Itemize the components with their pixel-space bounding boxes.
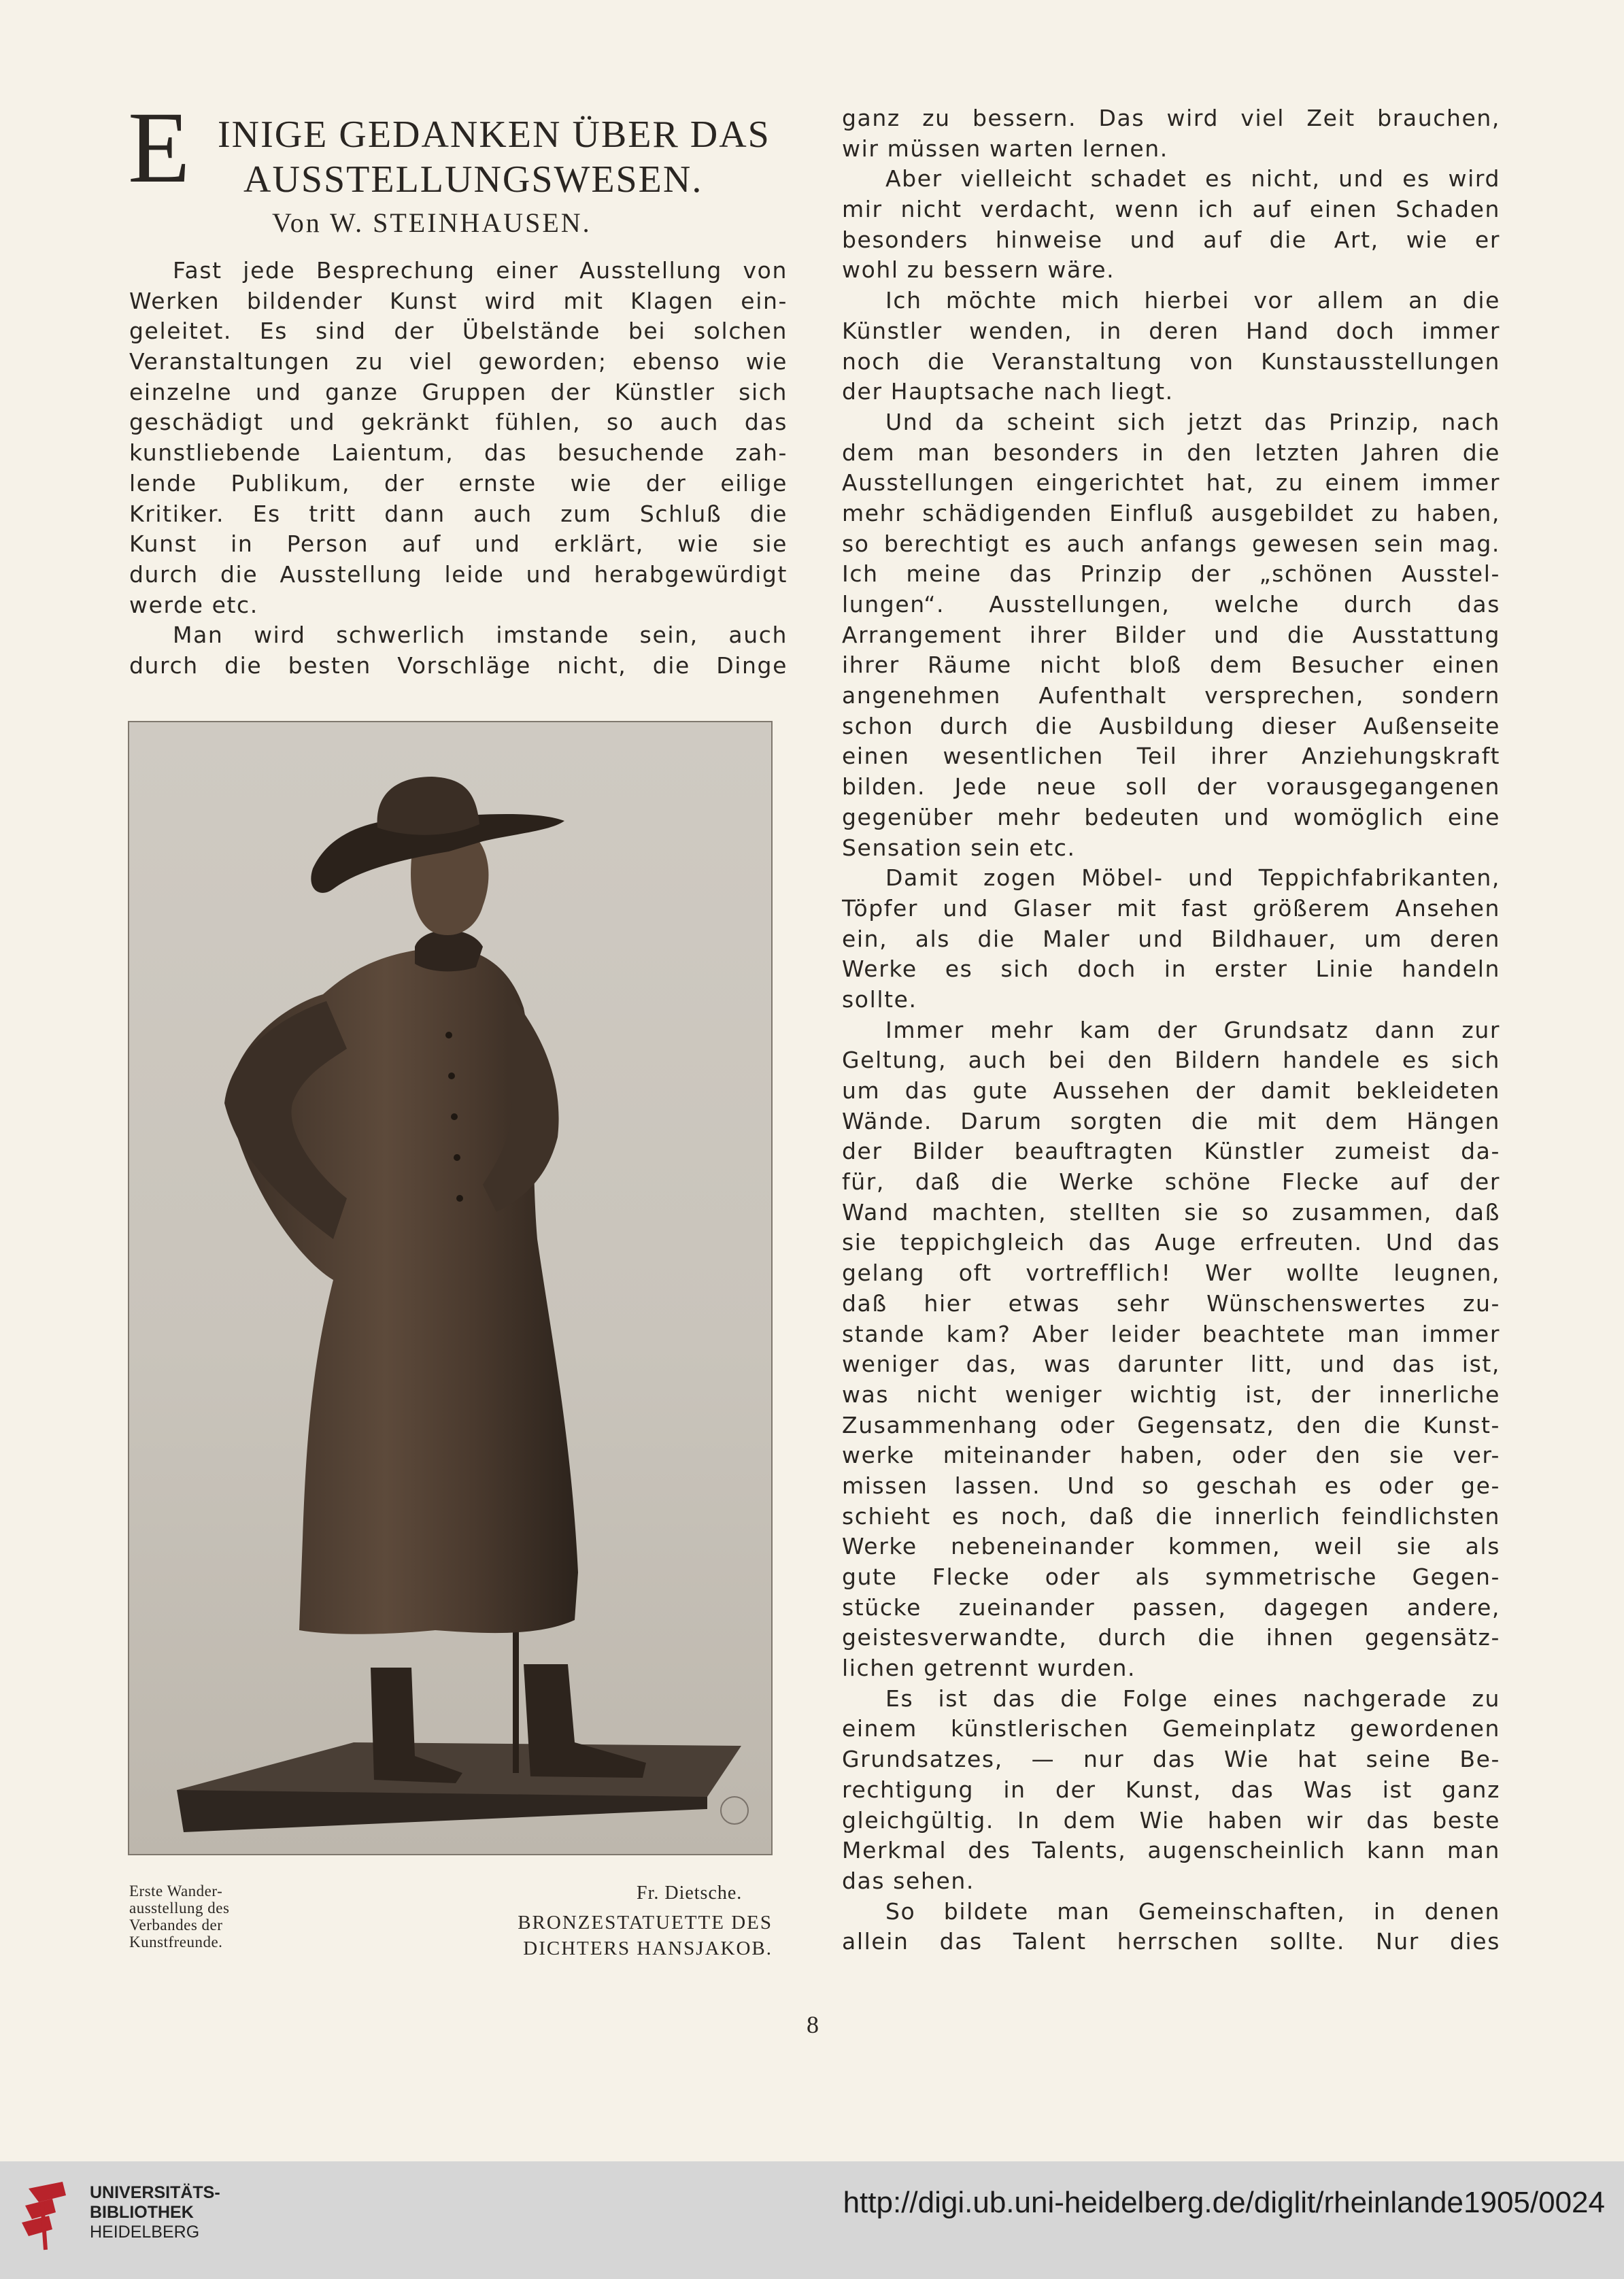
text-line: ganz zu bessern. Das wird viel Zeit brauchen, (842, 105, 1500, 131)
title-line: DICHTERS HANSJAKOB. (523, 1938, 773, 1959)
text-line: noch die Veranstaltung von Kunstausstellungen (842, 348, 1500, 375)
library-logo-icon (15, 2175, 83, 2257)
text-line: um das gute Aussehen der damit bekleideten (842, 1077, 1500, 1104)
text-line: für, daß die Werke schöne Flecke auf der (842, 1168, 1500, 1196)
text-line: Werken bildender Kunst wird mit Klagen ein- (129, 287, 788, 314)
text-line: so berechtigt es auch anfangs gewesen sein mag. (842, 530, 1500, 557)
text-line: Es ist das die Folge eines nachgerade zu (885, 1685, 1500, 1712)
text-line: durch die Ausstellung leide und herabgewürdigt (129, 560, 788, 588)
text-line: wir müssen warten lernen. (842, 135, 1168, 162)
figure-title (456, 1910, 773, 1961)
text-line: dem man besonders in den letzten Jahren die (842, 439, 1500, 466)
text-line: Kunst in Person auf und erklärt, wie sie (129, 530, 788, 558)
text-line: werke miteinander haben, oder den sie ver- (842, 1442, 1500, 1469)
text-line: wohl zu bessern wäre. (842, 256, 1115, 284)
text-line: Grundsatzes, — nur das Wie hat seine Be- (842, 1746, 1500, 1773)
text-line: Ausstellungen eingerichtet hat, zu einem immer (842, 469, 1500, 496)
text-line: Ich möchte mich hierbei vor allem an die (885, 287, 1500, 314)
text-line: besonders hinweise und auf die Art, wie er (842, 226, 1500, 253)
statue-illustration (129, 722, 771, 1854)
library-name-line: HEIDELBERG (90, 2223, 200, 2242)
headline-line-1: INIGE GEDANKEN ÜBER DAS (218, 114, 771, 156)
text-line: der Hauptsache nach liegt. (842, 378, 1174, 405)
exhibition-caption (129, 1883, 229, 1951)
text-line: Töpfer und Glaser mit fast größerem Ansehen (842, 894, 1500, 922)
text-line: mir nicht verdacht, wenn ich auf einen Schaden (842, 196, 1500, 223)
title-line: BRONZESTATUETTE DES (518, 1912, 773, 1934)
text-line: angenehmen Aufenthalt versprechen, sondern (842, 682, 1500, 709)
text-line: Damit zogen Möbel- und Teppichfabrikanten, (885, 864, 1500, 892)
text-line: kunstliebende Laientum, das besuchende zah- (129, 439, 788, 467)
text-line: sollte. (842, 985, 917, 1013)
caption-line: Erste Wander- (129, 1883, 223, 1900)
text-line: das sehen. (842, 1867, 975, 1894)
text-line: mehr schädigenden Einfluß ausgebildet zu haben, (842, 499, 1500, 526)
text-line: gleichgültig. In dem Wie haben wir das beste (842, 1806, 1500, 1834)
text-line: geschädigt und gekränkt fühlen, so auch das (129, 409, 788, 436)
text-line: Wände. Darum sorgten die mit dem Hängen (842, 1107, 1500, 1134)
text-line: Geltung, auch bei den Bildern handele es sich (842, 1047, 1500, 1074)
page-number: 8 (807, 2011, 819, 2038)
statue-photograph (128, 721, 773, 1855)
library-footer (0, 2161, 1624, 2279)
text-line: lende Publikum, der ernste wie der eilige (129, 469, 788, 496)
text-line: Arrangement ihrer Bilder und die Ausstattung (842, 621, 1500, 648)
byline: Von W. STEINHAUSEN. (272, 207, 592, 238)
text-line: einzelne und ganze Gruppen der Künstler sich (129, 378, 788, 405)
library-name (90, 2183, 220, 2242)
library-name-line: BIBLIOTHEK (90, 2203, 194, 2222)
text-line: ein, als die Maler und Bildhauer, um deren (842, 925, 1500, 952)
caption-line: Verbandes der (129, 1917, 223, 1934)
text-line: der Bilder beauftragten Künstler zumeist da- (842, 1138, 1500, 1165)
text-line: was nicht weniger wichtig ist, der innerliche (842, 1381, 1500, 1408)
caption-line: ausstellung des (129, 1900, 230, 1917)
text-line: Fast jede Besprechung einer Ausstellung von (173, 257, 788, 284)
source-url[interactable]: http://digi.ub.uni-heidelberg.de/diglit/rheinlande1905/0024 (843, 2186, 1605, 2219)
text-line: einem künstlerischen Gemeinplatz gewordenen (842, 1715, 1500, 1742)
artist-credit: Fr. Dietsche. (637, 1883, 743, 1904)
right-text-column (842, 103, 1500, 1957)
text-line: gute Flecke oder als symmetrische Gegen- (842, 1564, 1500, 1590)
text-line: ihrer Räume nicht bloß dem Besucher einen (842, 652, 1500, 679)
caption-line: Kunstfreunde. (129, 1934, 223, 1951)
text-line: gelang oft vortrefflich! Wer wollte leugnen, (842, 1260, 1500, 1287)
text-line: stücke zueinander passen, dagegen andere, (842, 1593, 1500, 1621)
drop-cap: E (128, 91, 190, 204)
text-line: Werke es sich doch in erster Linie handeln (842, 956, 1500, 983)
text-line: Immer mehr kam der Grundsatz dann zur (885, 1016, 1500, 1043)
text-line: geleitet. Es sind der Übelstände bei solchen (129, 318, 788, 345)
text-line: weniger das, was darunter litt, und das ist, (842, 1351, 1500, 1378)
text-line: allein das Talent herrschen sollte. Nur dies (842, 1928, 1500, 1955)
text-line: gegenüber mehr bedeuten und womöglich eine (842, 803, 1500, 830)
article-headline (128, 91, 781, 204)
text-line: einen wesentlichen Teil ihrer Anziehungskraft (842, 743, 1500, 770)
text-line: Ich meine das Prinzip der „schönen Ausstel- (842, 560, 1500, 588)
text-line: geistesverwandte, durch die ihnen gegensätz- (842, 1624, 1500, 1651)
text-line: Künstler wenden, in deren Hand doch immer (842, 317, 1500, 344)
text-line: lichen getrennt wurden. (842, 1655, 1136, 1682)
text-line: rechtigung in der Kunst, das Was ist ganz (842, 1776, 1500, 1803)
text-line: lungen“. Ausstellungen, welche durch das (842, 591, 1500, 618)
text-line: Wand machten, stellten sie so zusammen, daß (842, 1198, 1500, 1226)
text-line: So bildete man Gemeinschaften, in denen (885, 1897, 1500, 1925)
text-line: Sensation sein etc. (842, 834, 1076, 861)
text-line: Kritiker. Es tritt dann auch zum Schluß die (129, 500, 788, 527)
text-line: daß hier etwas sehr Wünschenswertes zu- (842, 1289, 1500, 1317)
library-name-line: UNIVERSITÄTS- (90, 2183, 220, 2202)
text-line: Man wird schwerlich imstande sein, auch (173, 622, 788, 649)
text-line: Aber vielleicht schadet es nicht, und es wird (885, 165, 1500, 192)
text-line: sie teppichgleich das Auge erfreuten. Und das (842, 1229, 1500, 1256)
text-line: Zusammenhang oder Gegensatz, den die Kunst- (842, 1411, 1500, 1438)
text-line: durch die besten Vorschläge nicht, die Dinge (129, 652, 788, 679)
text-line: missen lassen. Und so geschah es oder ge- (842, 1472, 1500, 1499)
text-line: schon durch die Ausbildung dieser Außenseite (842, 712, 1500, 739)
text-line: stande kam? Aber leider beachtete man immer (842, 1320, 1500, 1347)
text-line: werde etc. (129, 591, 258, 618)
text-line: Veranstaltungen zu viel geworden; ebenso wie (129, 348, 788, 375)
text-line: bilden. Jede neue soll der vorausgegangenen (842, 773, 1500, 800)
text-line: Werke nebeneinander kommen, weil sie als (842, 1533, 1500, 1560)
left-text-column (129, 256, 788, 681)
headline-line-2: AUSSTELLUNGSWESEN. (243, 158, 703, 201)
text-line: Merkmal des Talents, augenscheinlich kann man (842, 1837, 1500, 1864)
text-line: Und da scheint sich jetzt das Prinzip, nach (885, 408, 1500, 435)
text-line: schieht es noch, daß die innerlich feindlichsten (842, 1502, 1500, 1530)
